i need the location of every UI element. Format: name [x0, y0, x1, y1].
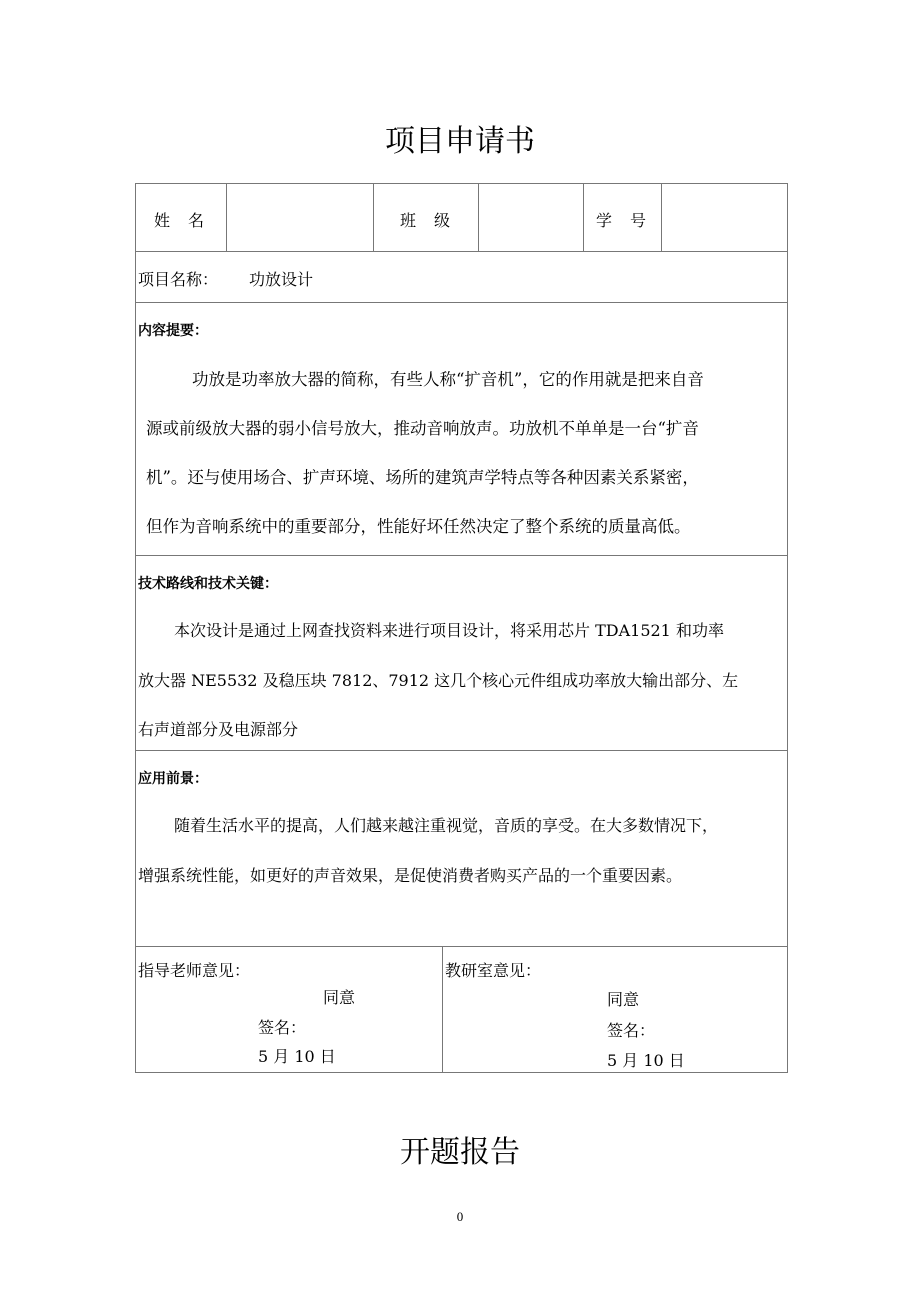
student-id-label: 学号: [596, 211, 665, 230]
summary-heading: 内容提要：: [138, 323, 208, 339]
tech-heading: 技术路线和技术关键：: [138, 576, 278, 592]
prospect-paragraph: [138, 801, 788, 900]
divider: [442, 947, 443, 1072]
section-title: 开题报告: [400, 1135, 520, 1170]
advisor-date: 5 月 10 日: [258, 1047, 336, 1066]
divider: [583, 184, 584, 251]
summary-line: 但作为音响系统中的重要部分，性能好坏任然决定了整个系统的质量高低。: [146, 517, 691, 536]
prospect-section: [135, 750, 788, 947]
project-value: 功放设计: [249, 270, 314, 289]
tech-section: [135, 555, 788, 751]
tech-line: 本次设计是通过上网查找资料来进行项目设计，将采用芯片 TDA1521 和功率: [174, 621, 724, 640]
info-row: [135, 183, 788, 252]
divider: [478, 184, 479, 251]
office-date: 5 月 10 日: [607, 1051, 685, 1070]
tech-line: 右声道部分及电源部分: [138, 720, 299, 739]
divider: [373, 184, 374, 251]
advisor-opinion: 同意: [323, 988, 356, 1007]
name-label: 姓名: [154, 211, 223, 230]
project-label: 项目名称：: [138, 270, 219, 289]
tech-paragraph: [138, 606, 788, 755]
office-sign: 签名：: [607, 1021, 656, 1040]
divider: [226, 184, 227, 251]
summary-section: [135, 302, 788, 556]
summary-line: 功放是功率放大器的简称，有些人称“扩音机”，它的作用就是把来自音: [192, 370, 704, 389]
office-opinion: 同意: [607, 990, 640, 1009]
page-title: 项目申请书: [385, 124, 535, 159]
advisor-label: 指导老师意见：: [138, 961, 251, 980]
prospect-line: 随着生活水平的提高，人们越来越注重视觉，音质的享受。在大多数情况下，: [174, 816, 719, 835]
prospect-heading: 应用前景：: [138, 771, 208, 787]
summary-line: 源或前级放大器的弱小信号放大，推动音响放声。功放机不单单是一台“扩音: [146, 419, 699, 438]
summary-paragraph: [136, 355, 786, 551]
page-number: 0: [456, 1209, 464, 1224]
class-label: 班级: [400, 211, 469, 230]
project-row: [135, 251, 788, 303]
summary-line: 机”。还与使用场合、扩声环境、场所的建筑声学特点等各种因素关系紧密，: [146, 468, 699, 487]
office-label: 教研室意见：: [445, 961, 542, 980]
tech-line: 放大器 NE5532 及稳压块 7812、7912 这几个核心元件组成功率放大输出部分、左: [138, 670, 739, 690]
opinion-row: [135, 946, 788, 1073]
prospect-line: 增强系统性能，如更好的声音效果，是促使消费者购买产品的一个重要因素。: [138, 865, 683, 885]
advisor-sign: 签名：: [258, 1018, 307, 1037]
